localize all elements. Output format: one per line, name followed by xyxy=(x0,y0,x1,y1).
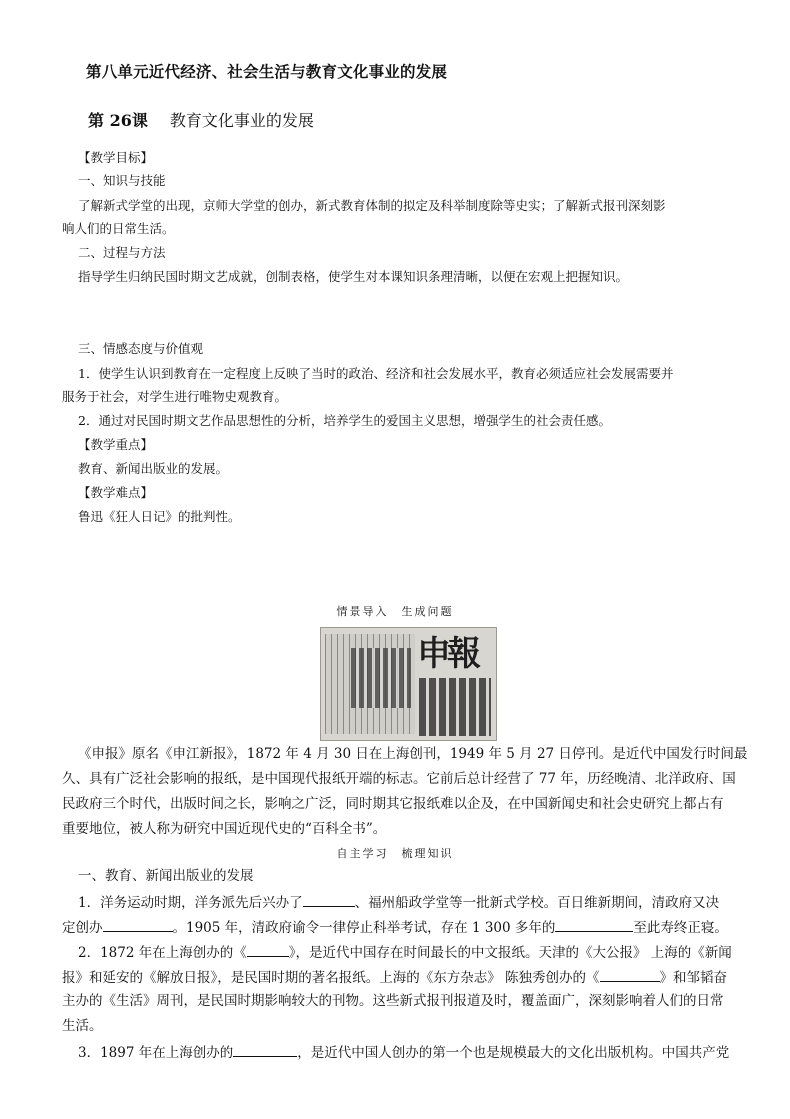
lesson-title xyxy=(88,108,314,131)
lesson-number: 第 26课 xyxy=(88,111,148,130)
objectives-heading: 【教学目标】 xyxy=(78,150,154,165)
newspaper-headline-block xyxy=(351,648,411,708)
newspaper-masthead: 申報 xyxy=(417,634,477,674)
knowledge-text-line-2: 响人们的日常生活。 xyxy=(62,221,175,236)
q1-text-b: 、福州船政学堂等一批新式学校。百日维新期间，清政府又决 xyxy=(354,895,720,911)
fill-blank-5[interactable] xyxy=(600,968,660,982)
emotion-item-1-line-2: 服务于社会，对学生进行唯物史观教育。 xyxy=(62,389,288,404)
difficulty-heading: 【教学难点】 xyxy=(78,485,154,500)
fill-blank-1[interactable] xyxy=(303,893,355,907)
question-2-line-3: 主办的《生活》周刊，是民国时期影响较大的刊物。这些新式报刊报道及时，覆盖面广，深刻影响着人们的日常 xyxy=(62,993,724,1009)
q2-text-c: 报》和延安的《解放日报》，是民国时期的著名报纸。上海的《东方杂志》 陈独秀创办的《 xyxy=(62,970,600,986)
question-1-line-1 xyxy=(78,893,719,911)
q1-text-c: 定创办 xyxy=(62,920,103,936)
q2-text-b: 》，是近代中国存在时间最长的中文报纸。天津的《大公报》 上海的《新闻 xyxy=(288,945,732,961)
emotion-heading: 三、情感态度与价值观 xyxy=(78,341,204,356)
q2-text-d: 》和邹韬奋 xyxy=(659,970,728,986)
fill-blank-3[interactable] xyxy=(555,918,633,932)
key-points-text: 教育、新闻出版业的发展。 xyxy=(78,461,229,476)
newspaper-main-headline xyxy=(419,678,491,736)
knowledge-heading: 一、知识与技能 xyxy=(78,173,166,188)
question-1-line-2 xyxy=(62,918,728,936)
question-2-line-2 xyxy=(62,968,727,986)
emotion-item-2: 2．通过对民国时期文艺作品思想性的分析，培养学生的爱国主义思想，增强学生的社会责任感。 xyxy=(78,413,611,428)
q1-text-d: 。1905 年，清政府谕令一律停止科举考试，存在 1 300 多年的 xyxy=(172,920,556,936)
question-2-line-1 xyxy=(78,943,732,961)
q3-text-b: ，是近代中国人创办的第一个也是规模最大的文化出版机构。中国共产党 xyxy=(297,1045,730,1061)
fill-blank-6[interactable] xyxy=(233,1043,297,1057)
section-heading-education-press: 一、教育、新闻出版业的发展 xyxy=(78,868,254,884)
q1-text-a: 1．洋务运动时期，洋务派先后兴办了 xyxy=(78,895,303,911)
intro-paragraph-line-4: 重要地位，被人称为研究中国近现代史的“百科全书”。 xyxy=(62,821,387,837)
question-2-line-4: 生活。 xyxy=(62,1018,103,1034)
lesson-name: 教育文化事业的发展 xyxy=(169,111,314,130)
unit-title: 第八单元近代经济、社会生活与教育文化事业的发展 xyxy=(86,63,448,81)
difficulty-text: 鲁迅《狂人日记》的批判性。 xyxy=(78,509,241,524)
q1-text-e: 至此寿终正寝。 xyxy=(633,920,728,936)
knowledge-text-line-1: 了解新式学堂的出现，京师大学堂的创办，新式教育体制的拟定及科举制度除等史实；了解新式报刊深刻影 xyxy=(78,198,666,213)
q3-text-a: 3．1897 年在上海创办的 xyxy=(78,1045,234,1061)
q2-text-a: 2．1872 年在上海创办的《 xyxy=(78,945,247,961)
process-text: 指导学生归纳民国时期文艺成就，创制表格，使学生对本课知识条理清晰，以便在宏观上把握知识。 xyxy=(78,269,629,284)
intro-paragraph-line-3: 民政府三个时代，出版时间之长，影响之广泛，同时期其它报纸难以企及，在中国新闻史和社会史研究上都占有 xyxy=(62,796,724,812)
intro-heading: 情景导入 生成问题 xyxy=(336,605,454,618)
intro-paragraph-line-2: 久、具有广泛社会影响的报纸，是中国现代报纸开端的标志。它前后总计经营了 77 年，历经晚清、北洋政府、国 xyxy=(62,771,736,787)
fill-blank-2[interactable] xyxy=(103,918,173,932)
intro-paragraph-line-1: 《申报》原名《申江新报》，1872 年 4 月 30 日在上海创刊，1949 年 5 月 27 日停刊。是近代中国发行时间最 xyxy=(78,746,748,762)
emotion-item-1-line-1: 1．使学生认识到教育在一定程度上反映了当时的政治、经济和社会发展水平，教育必须适应社会发展需要并 xyxy=(78,366,674,381)
process-heading: 二、过程与方法 xyxy=(78,245,166,260)
shenbao-newspaper-image xyxy=(320,627,497,741)
key-points-heading: 【教学重点】 xyxy=(78,437,154,452)
question-3-line-1 xyxy=(78,1043,729,1061)
fill-blank-4[interactable] xyxy=(247,943,289,957)
self-study-heading: 自主学习 梳理知识 xyxy=(336,847,454,860)
